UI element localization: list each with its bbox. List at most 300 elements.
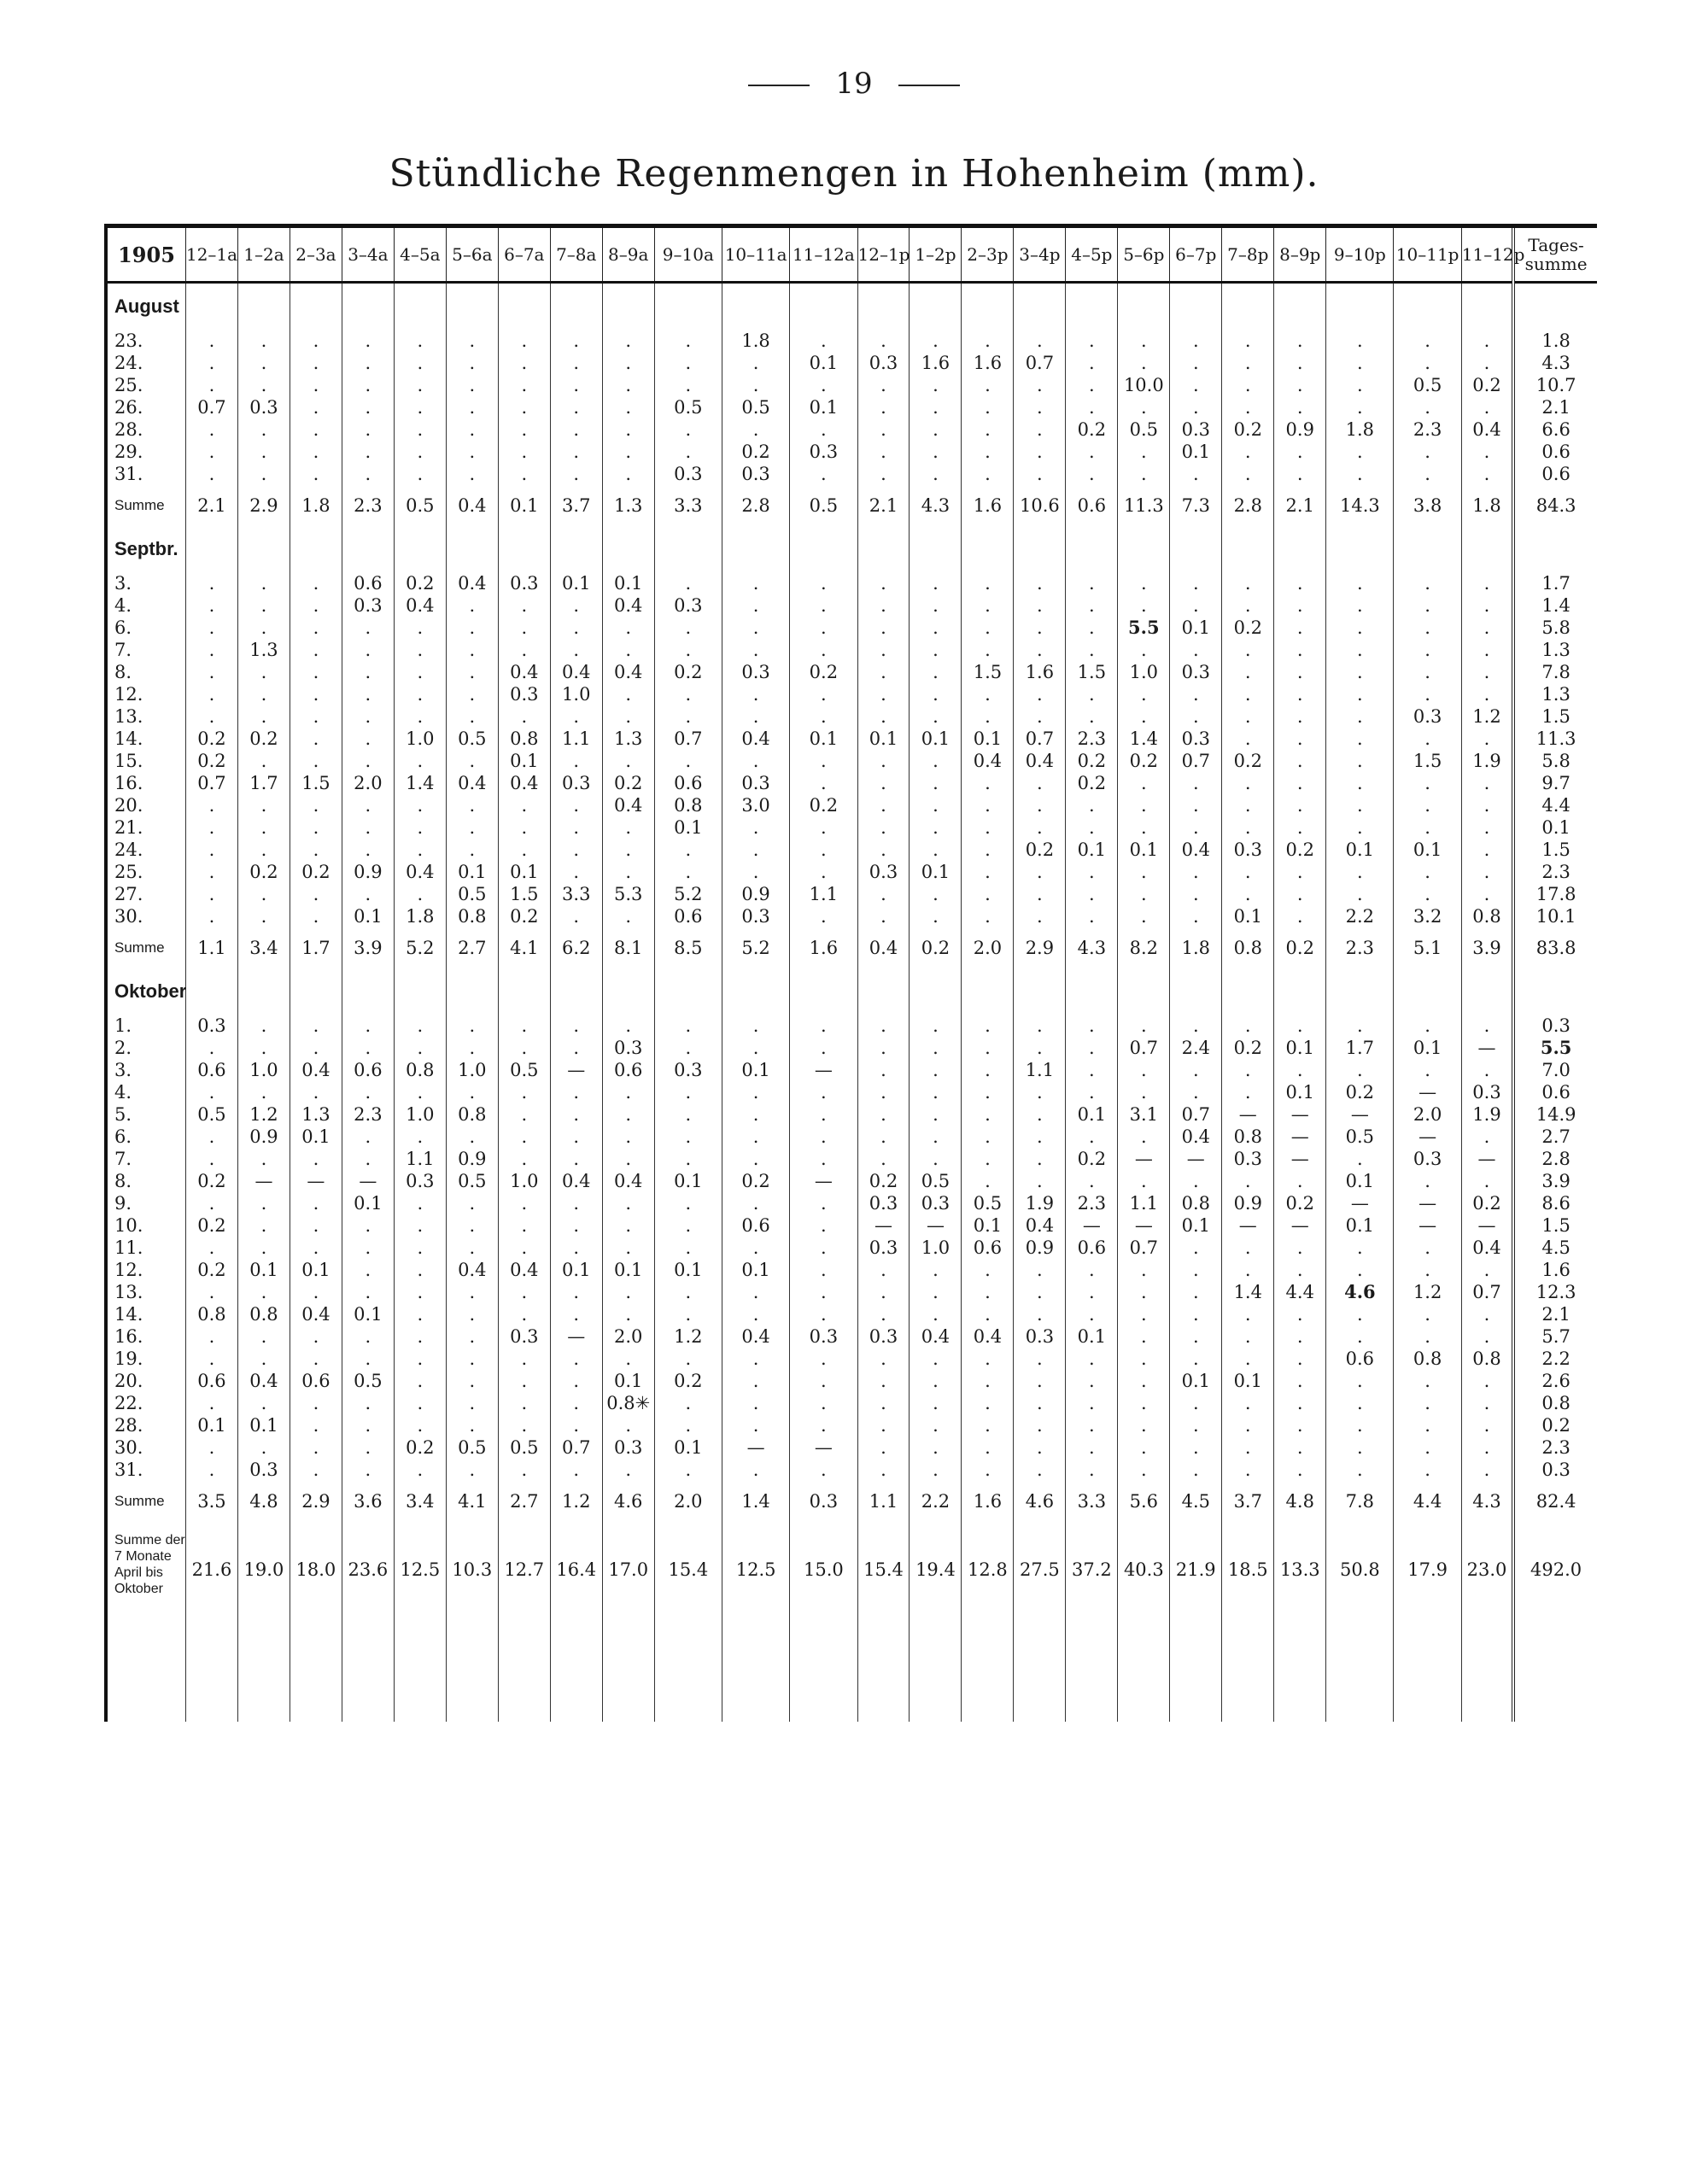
rain-cell: 0.1 — [1326, 1170, 1394, 1192]
rain-cell: 2.4 — [1170, 1037, 1222, 1059]
rain-cell: . — [498, 352, 550, 374]
empty-cell — [1170, 526, 1222, 572]
rain-cell: . — [446, 1370, 498, 1392]
rain-cell: . — [290, 1015, 342, 1037]
rain-cell: . — [1118, 1015, 1170, 1037]
rain-cell: . — [790, 750, 857, 772]
summe-cell: 0.5 — [394, 485, 446, 526]
rain-cell: . — [1014, 1170, 1066, 1192]
rain-cell: . — [1118, 572, 1170, 594]
rain-cell: . — [790, 1037, 857, 1059]
rain-cell: . — [290, 572, 342, 594]
rain-cell: . — [1066, 883, 1118, 905]
rain-cell: . — [1326, 816, 1394, 839]
rain-cell: 0.8 — [394, 1059, 446, 1081]
rain-cell: . — [602, 1148, 654, 1170]
rain-cell: . — [857, 1103, 910, 1126]
rain-cell: 1.5 — [962, 661, 1014, 683]
rain-cell: 0.4 — [1014, 1214, 1066, 1237]
rain-cell: 0.8 — [1394, 1348, 1461, 1370]
summe-cell: 2.3 — [342, 485, 394, 526]
rain-cell: . — [1274, 1170, 1326, 1192]
table-row — [106, 683, 1597, 705]
rain-cell: . — [857, 441, 910, 463]
rain-cell: . — [1014, 1037, 1066, 1059]
seasonal-total-cell: 19.0 — [237, 1522, 290, 1628]
rain-cell: 0.1 — [290, 1126, 342, 1148]
seasonal-total-cell: 12.8 — [962, 1522, 1014, 1628]
rain-cell: . — [1014, 572, 1066, 594]
rain-cell: 1.0 — [394, 728, 446, 750]
day-label: 19. — [106, 1348, 185, 1370]
rain-cell: . — [910, 1059, 962, 1081]
day-label: 14. — [106, 1303, 185, 1325]
rain-cell: 0.8 — [446, 905, 498, 927]
rain-cell: . — [237, 839, 290, 861]
empty-cell — [342, 283, 394, 331]
empty-cell — [1170, 968, 1222, 1015]
rain-cell: 0.2 — [1222, 617, 1274, 639]
rain-cell: . — [185, 1126, 237, 1148]
rain-cell: . — [237, 1348, 290, 1370]
rain-cell: 0.1 — [654, 1436, 722, 1459]
rain-cell: . — [1222, 861, 1274, 883]
rain-cell: . — [1014, 396, 1066, 418]
rain-cell: . — [394, 683, 446, 705]
rain-cell: . — [790, 330, 857, 352]
rain-cell: . — [342, 1081, 394, 1103]
day-label: 30. — [106, 905, 185, 927]
rain-cell: . — [290, 441, 342, 463]
rain-cell: . — [654, 1237, 722, 1259]
rain-cell: . — [394, 1237, 446, 1259]
rain-cell: . — [550, 1148, 602, 1170]
rain-cell: 0.3 — [722, 661, 789, 683]
rain-cell: . — [1014, 816, 1066, 839]
day-label: 4. — [106, 1081, 185, 1103]
rain-cell: . — [446, 1281, 498, 1303]
rain-cell: . — [1118, 1414, 1170, 1436]
rain-cell: . — [550, 1370, 602, 1392]
rain-cell: . — [910, 396, 962, 418]
rain-cell: — — [1274, 1103, 1326, 1126]
rain-cell: — — [1222, 1214, 1274, 1237]
day-label: 9. — [106, 1192, 185, 1214]
rain-cell: . — [1066, 352, 1118, 374]
summe-cell: 7.8 — [1326, 1481, 1394, 1522]
empty-cell — [550, 526, 602, 572]
rain-cell: 4.6 — [1326, 1281, 1394, 1303]
rain-cell: 0.1 — [1066, 1325, 1118, 1348]
rain-cell: . — [1066, 794, 1118, 816]
empty-cell — [654, 1628, 722, 1722]
rain-cell: . — [1326, 750, 1394, 772]
rain-cell: . — [654, 839, 722, 861]
rain-cell: 0.6 — [602, 1059, 654, 1081]
rain-cell: — — [910, 1214, 962, 1237]
rain-cell: — — [290, 1170, 342, 1192]
rain-cell: . — [722, 639, 789, 661]
rain-cell: . — [1394, 1392, 1461, 1414]
rain-cell: 0.4 — [910, 1325, 962, 1348]
rain-cell: . — [394, 1037, 446, 1059]
day-label: 26. — [106, 396, 185, 418]
rain-cell: . — [185, 1237, 237, 1259]
rain-cell: . — [342, 794, 394, 816]
rain-cell: . — [1118, 1281, 1170, 1303]
daily-total-cell: 9.7 — [1513, 772, 1597, 794]
rain-cell: . — [550, 1392, 602, 1414]
rain-cell: . — [1394, 352, 1461, 374]
rain-cell: . — [857, 1015, 910, 1037]
rain-cell: . — [962, 374, 1014, 396]
table-row — [106, 883, 1597, 905]
rain-cell: . — [962, 1392, 1014, 1414]
rain-cell: . — [1274, 772, 1326, 794]
rain-cell: . — [498, 374, 550, 396]
header-hour: 1–2a — [237, 226, 290, 283]
rain-cell: — — [1394, 1126, 1461, 1148]
rain-cell: . — [498, 1214, 550, 1237]
rain-cell: 0.2 — [1326, 1081, 1394, 1103]
rain-cell: 3.1 — [1118, 1103, 1170, 1126]
rain-cell: . — [342, 639, 394, 661]
rain-cell: 0.7 — [1170, 750, 1222, 772]
rain-cell: . — [1066, 374, 1118, 396]
rain-cell: . — [857, 374, 910, 396]
rain-cell: . — [290, 617, 342, 639]
rain-cell: . — [550, 330, 602, 352]
empty-cell — [290, 968, 342, 1015]
rain-cell: 0.3 — [1014, 1325, 1066, 1348]
rain-cell: . — [910, 1370, 962, 1392]
empty-cell — [498, 526, 550, 572]
table-row — [106, 1414, 1597, 1436]
rain-cell: 0.3 — [1222, 839, 1274, 861]
rain-cell: 0.3 — [857, 1237, 910, 1259]
rain-cell: 0.3 — [857, 1192, 910, 1214]
rain-cell: . — [1014, 772, 1066, 794]
month-row — [106, 968, 1597, 1015]
rain-cell: . — [394, 1348, 446, 1370]
rain-cell: . — [1394, 861, 1461, 883]
rain-cell: . — [1461, 1059, 1513, 1081]
rain-cell: . — [237, 418, 290, 441]
empty-cell — [1326, 968, 1394, 1015]
rain-cell: 0.3 — [790, 441, 857, 463]
table-row — [106, 1392, 1597, 1414]
rain-cell: 0.4 — [602, 1170, 654, 1192]
day-label: 13. — [106, 705, 185, 728]
rain-cell: . — [1394, 1303, 1461, 1325]
daily-total-cell: 0.6 — [1513, 441, 1597, 463]
summe-cell: 0.5 — [790, 485, 857, 526]
summe-cell: 2.1 — [1274, 485, 1326, 526]
rain-cell: . — [342, 463, 394, 485]
rain-cell: . — [722, 1348, 789, 1370]
empty-cell — [498, 1628, 550, 1722]
header-daily-total: Tages- summe — [1513, 226, 1597, 283]
rain-cell: 0.1 — [1170, 1370, 1222, 1392]
rain-cell: 0.3 — [910, 1192, 962, 1214]
empty-cell — [446, 526, 498, 572]
rain-cell: . — [654, 750, 722, 772]
table-row — [106, 1170, 1597, 1192]
rain-cell: . — [342, 839, 394, 861]
rain-cell: . — [342, 683, 394, 705]
rain-cell: . — [394, 352, 446, 374]
rain-cell: 0.6 — [185, 1370, 237, 1392]
header-hour: 4–5p — [1066, 226, 1118, 283]
empty-cell — [185, 968, 237, 1015]
rain-cell: 0.9 — [1014, 1237, 1066, 1259]
rain-cell: . — [185, 1037, 237, 1059]
rain-cell: 0.2 — [1066, 750, 1118, 772]
rain-cell: . — [394, 1303, 446, 1325]
rain-cell: . — [602, 1015, 654, 1037]
rain-cell: . — [185, 594, 237, 617]
summe-cell: 0.3 — [790, 1481, 857, 1522]
rain-cell: . — [342, 1325, 394, 1348]
rain-cell: . — [342, 1148, 394, 1170]
rain-cell: . — [1222, 352, 1274, 374]
rain-cell: . — [550, 396, 602, 418]
summe-cell: 0.8 — [1222, 927, 1274, 968]
rain-cell: . — [342, 883, 394, 905]
rain-cell: . — [602, 352, 654, 374]
empty-cell — [1394, 1628, 1461, 1722]
rain-cell: . — [962, 794, 1014, 816]
header-hour: 8–9a — [602, 226, 654, 283]
rain-cell: 0.3 — [602, 1436, 654, 1459]
summe-cell: 4.3 — [910, 485, 962, 526]
rain-cell: . — [498, 1126, 550, 1148]
rain-cell: . — [654, 1414, 722, 1436]
day-label: 3. — [106, 1059, 185, 1081]
table-row — [106, 1148, 1597, 1170]
rain-cell: . — [290, 374, 342, 396]
rain-cell: . — [1170, 1325, 1222, 1348]
empty-cell — [1394, 283, 1461, 331]
rain-cell: 0.1 — [290, 1259, 342, 1281]
rain-cell: . — [1461, 1303, 1513, 1325]
rain-cell: . — [1014, 1126, 1066, 1148]
rain-cell: 0.3 — [654, 1059, 722, 1081]
empty-cell — [1274, 283, 1326, 331]
rain-cell: . — [1066, 816, 1118, 839]
rain-cell: 0.3 — [237, 396, 290, 418]
rain-cell: . — [498, 1414, 550, 1436]
rain-cell: . — [602, 1126, 654, 1148]
rain-cell: . — [446, 1348, 498, 1370]
rain-cell: . — [962, 1059, 1014, 1081]
rain-cell: . — [1066, 1436, 1118, 1459]
rain-cell: . — [654, 1392, 722, 1414]
rain-cell: . — [722, 1148, 789, 1170]
rain-cell: . — [342, 396, 394, 418]
rain-cell: 0.4 — [498, 661, 550, 683]
rain-cell: . — [602, 1414, 654, 1436]
summe-cell: 3.7 — [550, 485, 602, 526]
rain-cell: 1.0 — [910, 1237, 962, 1259]
empty-cell — [1326, 1628, 1394, 1722]
rain-cell: . — [185, 839, 237, 861]
table-row — [106, 1459, 1597, 1481]
rain-cell: . — [1066, 330, 1118, 352]
rain-cell: . — [394, 418, 446, 441]
rain-cell: 1.2 — [1394, 1281, 1461, 1303]
table-row — [106, 1015, 1597, 1037]
rain-cell: . — [446, 750, 498, 772]
rain-cell: 0.1 — [722, 1059, 789, 1081]
table-row — [106, 1126, 1597, 1148]
rain-cell: . — [1118, 1325, 1170, 1348]
rain-cell: . — [1066, 1170, 1118, 1192]
month-label: Septbr. — [106, 526, 185, 572]
rain-cell: . — [290, 705, 342, 728]
empty-cell — [1513, 968, 1597, 1015]
empty-cell — [237, 283, 290, 331]
empty-cell — [602, 968, 654, 1015]
rain-cell: 1.6 — [962, 352, 1014, 374]
rain-cell: . — [550, 463, 602, 485]
empty-cell — [1326, 526, 1394, 572]
rain-cell: 0.2 — [1222, 1037, 1274, 1059]
rain-cell: 0.5 — [185, 1103, 237, 1126]
rain-cell: . — [602, 441, 654, 463]
summe-cell: 5.1 — [1394, 927, 1461, 968]
summe-cell: 3.5 — [185, 1481, 237, 1522]
rain-cell: . — [1014, 418, 1066, 441]
summe-label: Summe — [106, 485, 185, 526]
rain-cell: . — [910, 661, 962, 683]
rain-cell: . — [342, 1348, 394, 1370]
rain-cell: . — [1118, 1436, 1170, 1459]
rain-cell: 0.3 — [498, 1325, 550, 1348]
rain-cell: . — [1274, 639, 1326, 661]
rain-cell: 0.4 — [602, 594, 654, 617]
day-label: 15. — [106, 750, 185, 772]
rain-cell: 0.2 — [1066, 1148, 1118, 1170]
summe-cell: 8.1 — [602, 927, 654, 968]
table-row — [106, 441, 1597, 463]
rain-cell: . — [1170, 639, 1222, 661]
rain-cell: 0.3 — [1394, 1148, 1461, 1170]
rain-cell: . — [602, 816, 654, 839]
rain-cell: . — [1170, 794, 1222, 816]
rain-cell: . — [550, 1126, 602, 1148]
rain-cell: . — [1014, 617, 1066, 639]
empty-cell — [790, 283, 857, 331]
rain-cell: 0.4 — [498, 772, 550, 794]
rain-cell: . — [722, 1414, 789, 1436]
rain-cell: . — [1222, 639, 1274, 661]
rain-cell: . — [1461, 352, 1513, 374]
rain-cell: 1.1 — [550, 728, 602, 750]
rain-cell: . — [1014, 861, 1066, 883]
rain-cell: . — [1274, 1436, 1326, 1459]
rain-cell: . — [1394, 639, 1461, 661]
rain-cell: . — [1066, 639, 1118, 661]
rain-cell: . — [394, 396, 446, 418]
rain-cell: . — [654, 617, 722, 639]
rain-cell: . — [962, 418, 1014, 441]
seasonal-total-cell: 12.5 — [394, 1522, 446, 1628]
rain-cell: . — [962, 396, 1014, 418]
rain-cell: 0.8 — [1222, 1126, 1274, 1148]
rain-cell: 0.2 — [1461, 374, 1513, 396]
rain-cell: . — [394, 1281, 446, 1303]
rain-cell: 0.4 — [1461, 1237, 1513, 1259]
empty-cell — [857, 283, 910, 331]
rain-cell: . — [394, 661, 446, 683]
rain-cell: . — [237, 1081, 290, 1103]
rain-cell: . — [1118, 352, 1170, 374]
seasonal-total-cell: 12.5 — [722, 1522, 789, 1628]
monthly-total-cell: 83.8 — [1513, 927, 1597, 968]
rain-cell: . — [1461, 1392, 1513, 1414]
rain-cell: . — [237, 905, 290, 927]
empty-cell — [237, 526, 290, 572]
rain-cell: . — [857, 1392, 910, 1414]
month-row — [106, 283, 1597, 331]
rain-cell: 0.9 — [342, 861, 394, 883]
rain-cell: . — [1170, 1459, 1222, 1481]
rain-cell: 0.1 — [654, 816, 722, 839]
seasonal-total-cell: 18.5 — [1222, 1522, 1274, 1628]
rain-cell: 0.1 — [185, 1414, 237, 1436]
rain-cell: 0.1 — [962, 1214, 1014, 1237]
rain-cell: 1.6 — [910, 352, 962, 374]
rain-cell: . — [550, 750, 602, 772]
rain-cell: . — [790, 839, 857, 861]
daily-total-cell: 1.4 — [1513, 594, 1597, 617]
rain-cell: . — [1222, 1459, 1274, 1481]
rain-cell: 0.6 — [342, 1059, 394, 1081]
rain-cell: . — [1461, 683, 1513, 705]
empty-cell — [290, 526, 342, 572]
rain-cell: . — [290, 418, 342, 441]
daily-total-cell: 12.3 — [1513, 1281, 1597, 1303]
rain-cell: . — [446, 1126, 498, 1148]
rain-cell: . — [910, 639, 962, 661]
rain-cell: . — [1066, 1348, 1118, 1370]
rain-cell: 0.4 — [1014, 750, 1066, 772]
summe-cell: 5.6 — [1118, 1481, 1170, 1522]
summe-cell: 3.3 — [1066, 1481, 1118, 1522]
rain-cell: 0.3 — [857, 861, 910, 883]
rain-cell: . — [602, 683, 654, 705]
rain-cell: . — [342, 418, 394, 441]
rain-cell: . — [1066, 1459, 1118, 1481]
rain-cell: 0.2 — [1222, 418, 1274, 441]
rain-cell: . — [1326, 1148, 1394, 1170]
rain-cell: . — [1461, 1170, 1513, 1192]
rain-cell: . — [550, 418, 602, 441]
rain-cell: 0.2 — [237, 861, 290, 883]
day-label: 21. — [106, 816, 185, 839]
rain-cell: . — [1461, 396, 1513, 418]
rain-cell: . — [857, 1126, 910, 1148]
rain-cell: . — [1222, 1414, 1274, 1436]
day-label: 29. — [106, 441, 185, 463]
rain-cell: . — [962, 330, 1014, 352]
empty-cell — [857, 526, 910, 572]
rain-cell: . — [722, 617, 789, 639]
rain-cell: . — [1066, 1015, 1118, 1037]
rain-cell: . — [962, 617, 1014, 639]
rain-cell: . — [1274, 617, 1326, 639]
